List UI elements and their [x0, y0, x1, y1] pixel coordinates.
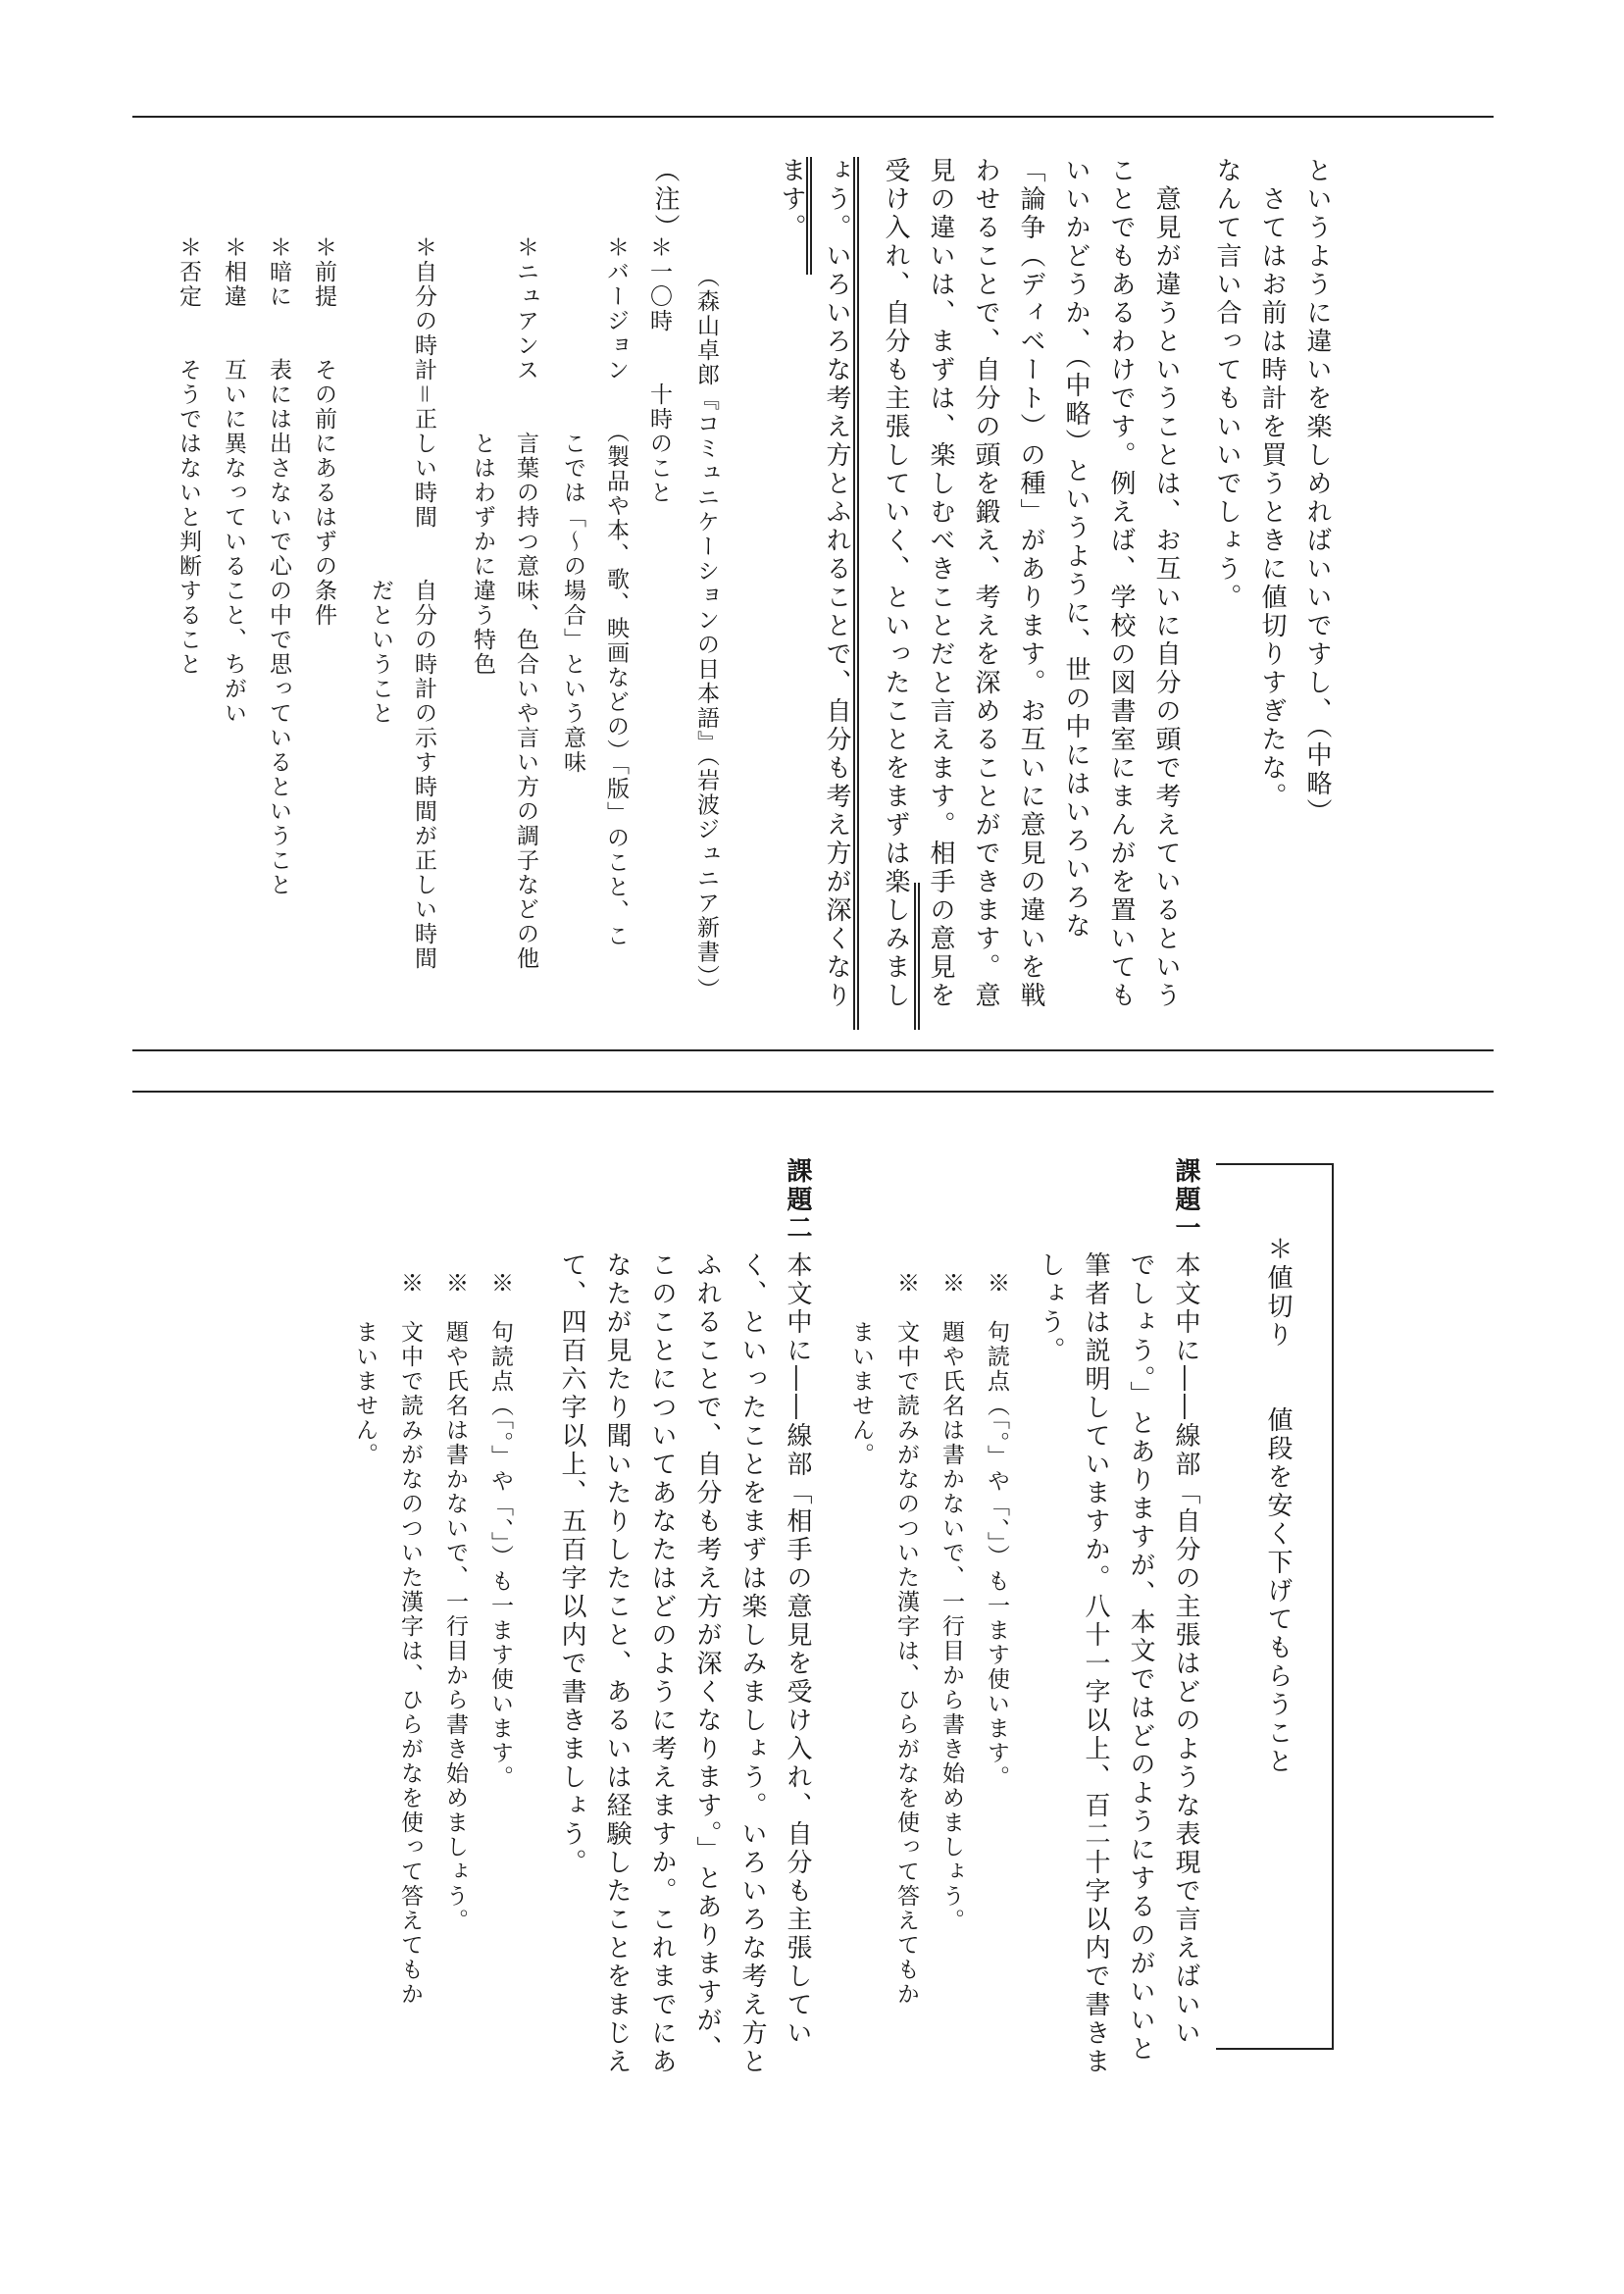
body-line-12: ます。	[777, 157, 806, 242]
boxed-note: ＊値切り 値段を安く下げてもらうこと	[1263, 1236, 1293, 1776]
task2-line-4: このことについてあなたはどのように考えますか。これまでにあ	[647, 1251, 677, 2076]
task1-rule-2: ※ 題や氏名は書かないで、一行目から書き始めましょう。	[939, 1271, 964, 1933]
middle-rule-upper	[132, 1049, 1494, 1051]
underline-mark-e	[810, 157, 812, 275]
task1-rule-4: まいません。	[848, 1271, 874, 1467]
underline-mark-c	[857, 157, 859, 1030]
note-line-5: とはわずかに違う特色	[470, 235, 495, 677]
note-line-2: ＊バージョン （製品や本、歌、映画などの）「版」のこと、こ	[603, 235, 629, 948]
underline-mark-f	[806, 157, 808, 275]
top-rule	[132, 116, 1494, 118]
task2-rule-4: まいません。	[352, 1271, 378, 1467]
task2-rule-3: ※ 文中で読みがなのついた漢字は、ひらがなを使って答えてもか	[397, 1271, 423, 2007]
task1-line-4: しょう。	[1036, 1251, 1065, 1365]
body-line-1: というように違いを楽しめればいいですし、（中略）	[1302, 157, 1332, 827]
note-line-3: こでは「〜の場合」という意味	[560, 235, 585, 775]
task1-line-1: 本文中に――線部「自分の主張はどのような表現で言えばいい	[1171, 1251, 1200, 2048]
note-line-1: ＊一〇時 十時のこと	[646, 235, 672, 505]
underline-mark-b	[914, 883, 916, 1030]
task2-line-2: く、といったことをまずは楽しみましょう。いろいろな考え方と	[737, 1251, 767, 2076]
task2-line-1: 本文中に――線部「相手の意見を受け入れ、自分も主張してい	[783, 1251, 812, 2048]
body-line-3: なんて言い合ってもいいでしょう。	[1212, 157, 1242, 612]
note-line-8: ＊前提 その前にあるはずの条件	[311, 235, 336, 628]
body-line-11: ょう。いろいろな考え方とふれることで、自分も考え方が深くなり	[822, 157, 851, 1010]
source-citation: （森山卓郎『コミュニケーションの日本語』（岩波ジュニア新書））	[693, 265, 719, 1002]
task1-line-2: でしょう。」とありますが、本文ではどのようにするのがいいと	[1126, 1251, 1155, 2064]
note-line-7: だということ	[368, 235, 393, 726]
body-line-2: さてはお前は時計を買うときに値切りすぎたな。	[1257, 157, 1287, 811]
note-line-6: ＊自分の時計＝正しい時間 自分の時計の示す時間が正しい時間	[411, 235, 436, 971]
body-line-9: 見の違いは、まずは、楽しむべきことだと言えます。相手の意見を	[926, 157, 955, 1010]
task1-rule-1: ※ 句読点（「。」や「、」）も一ます使います。	[984, 1271, 1009, 1790]
note-line-11: ＊否定 そうではないと判断すること	[176, 235, 201, 677]
underline-mark-d	[853, 157, 855, 1030]
notes-label: （注）	[650, 157, 680, 242]
task2-rule-2: ※ 題や氏名は書かないで、一行目から書き始めましょう。	[442, 1271, 468, 1933]
middle-rule-lower	[132, 1091, 1494, 1093]
body-line-10: 受け入れ、自分も主張していく、といったことをまずは楽しみまし	[881, 157, 910, 1010]
task2-line-6: て、四百六字以上、五百字以内で書きましょう。	[557, 1251, 586, 1877]
task1-line-3: 筆者は説明していますか。八十一字以上、百二十字以内で書きま	[1081, 1251, 1110, 2076]
body-line-5: ことでもあるわけです。例えば、学校の図書室にまんがを置いても	[1106, 157, 1136, 1010]
task2-rule-1: ※ 句読点（「。」や「、」）も一ます使います。	[487, 1271, 513, 1790]
task2-line-5: なたが見たり聞いたりしたこと、あるいは経験したことをまじえ	[602, 1251, 632, 2076]
body-line-6: いいかどうか、（中略）というように、世の中にはいろいろな	[1061, 157, 1091, 941]
underline-mark-a	[918, 883, 920, 1030]
note-line-4: ＊ニュアンス 言葉の持つ意味、色合いや言い方の調子などの他	[513, 235, 538, 971]
body-line-8: わせることで、自分の頭を鍛え、考えを深めることができます。意	[971, 157, 1000, 1010]
note-line-10: ＊相違 互いに異なっていること、ちがい	[221, 235, 246, 726]
body-line-4: 意見が違うということは、お互いに自分の頭で考えているという	[1151, 157, 1181, 1010]
task1-label: 課題一	[1171, 1157, 1200, 1243]
note-line-9: ＊暗に 表には出さないで心の中で思っているということ	[266, 235, 291, 897]
body-line-7: 「論争（ディベート）の種」があります。お互いに意見の違いを戦	[1016, 157, 1045, 1010]
task2-line-3: ふれることで、自分も考え方が深くなります。」とありますが、	[692, 1251, 722, 2064]
task2-label: 課題二	[783, 1157, 812, 1243]
task1-rule-3: ※ 文中で読みがなのついた漢字は、ひらがなを使って答えてもか	[893, 1271, 919, 2007]
